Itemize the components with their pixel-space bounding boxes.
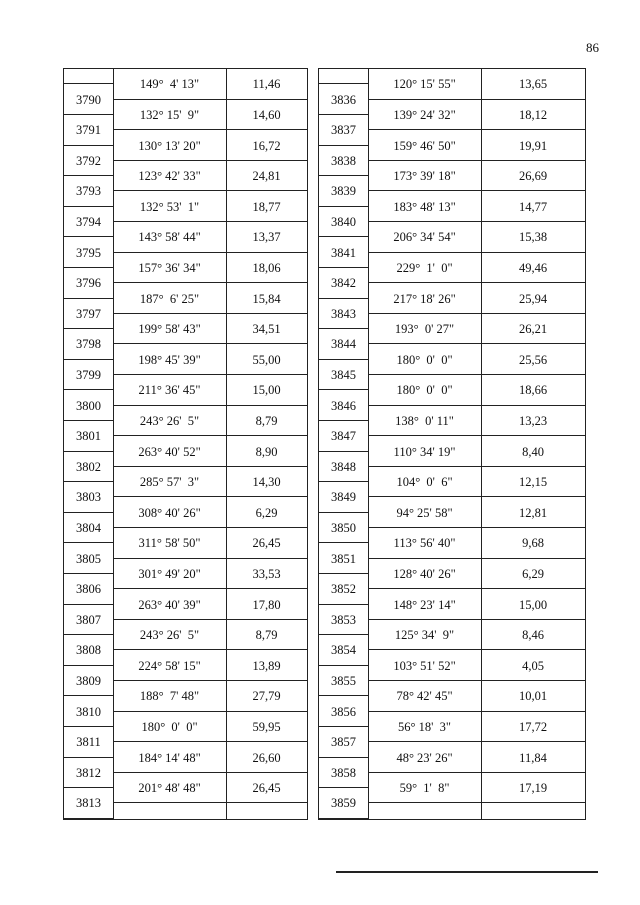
- segment-length: 18,77: [252, 199, 281, 214]
- row-divider: [64, 236, 113, 237]
- direction-angle: 180° 0' 0": [396, 352, 453, 367]
- segment-length: 17,80: [252, 597, 281, 612]
- station-number: 3793: [76, 184, 101, 199]
- direction-angle: 132° 53' 1": [139, 199, 200, 214]
- direction-angle: 120° 15' 55": [393, 77, 456, 92]
- row-divider: [368, 619, 585, 620]
- direction-angle: 128° 40' 26": [393, 566, 456, 581]
- direction-angle: 198° 45' 39": [138, 352, 201, 367]
- row-divider: [64, 298, 113, 299]
- row-divider: [319, 818, 368, 819]
- station-number: 3840: [331, 215, 356, 229]
- direction-angle: 123° 42' 33": [138, 169, 201, 184]
- row-divider: [113, 343, 307, 344]
- row-divider: [368, 435, 585, 436]
- segment-length: 15,00: [518, 597, 548, 612]
- segment-length: 19,91: [518, 138, 548, 153]
- station-number: 3795: [76, 245, 101, 260]
- row-divider: [319, 481, 368, 482]
- station-number: 3853: [331, 612, 356, 627]
- row-divider: [113, 374, 307, 375]
- segment-length: 18,06: [252, 260, 281, 275]
- row-divider: [368, 190, 585, 191]
- row-divider: [368, 313, 585, 314]
- segment-length: 8,79: [255, 628, 278, 643]
- row-divider: [368, 588, 585, 589]
- row-divider: [113, 680, 307, 681]
- row-divider: [64, 328, 113, 329]
- row-divider: [113, 466, 307, 467]
- row-divider: [319, 573, 368, 574]
- row-divider: [368, 282, 585, 283]
- station-number: 3842: [331, 276, 356, 291]
- station-number: 3858: [331, 765, 356, 780]
- coordinates-table-left: [63, 68, 308, 820]
- station-number: 3802: [76, 459, 101, 474]
- direction-angle: 139° 24' 32": [393, 107, 456, 122]
- row-divider: [319, 389, 368, 390]
- row-divider: [113, 252, 307, 253]
- row-divider: [368, 711, 585, 712]
- direction-angle: 308° 40' 26": [138, 505, 201, 520]
- direction-angle: 125° 34' 9": [394, 628, 455, 643]
- station-number: 3808: [76, 643, 101, 658]
- station-number: 3810: [76, 704, 101, 719]
- station-number: 3846: [331, 398, 356, 413]
- direction-angle: 143° 58' 44": [138, 230, 201, 245]
- station-number: 3855: [331, 674, 356, 688]
- row-divider: [319, 634, 368, 635]
- row-divider: [368, 558, 585, 559]
- row-divider: [319, 206, 368, 207]
- segment-length: 26,45: [252, 781, 281, 796]
- direction-angle: 188° 7' 48": [139, 689, 200, 704]
- footer-rule: [336, 871, 598, 873]
- row-divider: [319, 236, 368, 237]
- row-divider: [64, 757, 113, 758]
- segment-length: 13,65: [518, 77, 548, 92]
- row-divider: [113, 588, 307, 589]
- row-divider: [319, 267, 368, 268]
- station-number: 3791: [76, 123, 101, 138]
- station-number: 3812: [76, 765, 101, 780]
- direction-angle: 56° 18' 3": [398, 719, 451, 734]
- station-number: 3850: [331, 521, 356, 535]
- segment-length: 13,23: [518, 413, 548, 428]
- row-divider: [368, 160, 585, 161]
- station-number: 3852: [331, 582, 356, 597]
- row-divider: [319, 328, 368, 329]
- direction-angle: 199° 58' 43": [138, 322, 201, 337]
- segment-length: 18,12: [518, 107, 548, 122]
- row-divider: [368, 772, 585, 773]
- segment-length: 13,37: [252, 230, 281, 245]
- direction-angle: 243° 26' 5": [139, 628, 200, 643]
- segment-length: 6,29: [522, 566, 544, 581]
- station-number: 3848: [331, 459, 356, 474]
- row-divider: [64, 420, 113, 421]
- row-divider: [319, 512, 368, 513]
- segment-length: 33,53: [252, 566, 281, 581]
- segment-length: 13,89: [252, 658, 281, 673]
- segment-length: 9,68: [522, 536, 544, 551]
- station-number: 3800: [76, 398, 101, 413]
- direction-angle: 94° 25' 58": [396, 505, 453, 520]
- direction-angle: 159° 46' 50": [393, 138, 456, 153]
- segment-length: 24,81: [252, 169, 281, 184]
- row-divider: [113, 741, 307, 742]
- segment-length: 17,72: [518, 719, 548, 734]
- row-divider: [319, 542, 368, 543]
- direction-angle: 157° 36' 34": [138, 260, 201, 275]
- row-divider: [319, 83, 368, 84]
- direction-angle: 48° 23' 26": [396, 750, 453, 765]
- row-divider: [113, 802, 307, 803]
- station-number: 3792: [76, 153, 101, 168]
- direction-angle: 148° 23' 14": [393, 597, 456, 612]
- row-divider: [113, 313, 307, 314]
- row-divider: [64, 145, 113, 146]
- direction-angle: 285° 57' 3": [139, 475, 200, 490]
- station-number: 3841: [331, 245, 356, 260]
- row-divider: [319, 787, 368, 788]
- row-divider: [319, 695, 368, 696]
- direction-angle: 110° 34' 19": [393, 444, 456, 459]
- segment-length: 26,69: [518, 169, 548, 184]
- row-divider: [368, 802, 585, 803]
- station-number: 3856: [331, 704, 356, 719]
- segment-length: 16,72: [252, 138, 281, 153]
- segment-length: 18,66: [518, 383, 548, 398]
- station-number: 3843: [331, 306, 356, 321]
- row-divider: [113, 405, 307, 406]
- row-divider: [319, 726, 368, 727]
- direction-angle: 183° 48' 13": [393, 199, 456, 214]
- station-number: 3837: [331, 123, 356, 138]
- row-divider: [368, 129, 585, 130]
- station-number: 3798: [76, 337, 101, 352]
- station-number: 3801: [76, 429, 101, 444]
- row-divider: [113, 99, 307, 100]
- direction-angle: 59° 1' 8": [399, 781, 450, 796]
- row-divider: [368, 252, 585, 253]
- segment-length: 26,60: [252, 750, 281, 765]
- station-number: 3804: [76, 521, 101, 535]
- direction-angle: 217° 18' 26": [393, 291, 456, 306]
- direction-angle: 180° 0' 0": [141, 719, 198, 734]
- direction-angle: 301° 49' 20": [138, 566, 201, 581]
- row-divider: [113, 190, 307, 191]
- segment-length: 26,21: [518, 322, 548, 337]
- row-divider: [319, 757, 368, 758]
- row-divider: [113, 435, 307, 436]
- segment-length: 6,29: [255, 505, 278, 520]
- coordinates-table-right: [318, 68, 586, 820]
- segment-length: 4,05: [522, 658, 544, 673]
- station-number: 3797: [76, 306, 101, 321]
- segment-length: 14,77: [518, 199, 548, 214]
- direction-angle: 138° 0' 11": [395, 413, 454, 428]
- row-divider: [113, 711, 307, 712]
- row-divider: [64, 665, 113, 666]
- row-divider: [368, 343, 585, 344]
- row-divider: [368, 221, 585, 222]
- station-number: 3796: [76, 276, 101, 291]
- direction-angle: 184° 14' 48": [138, 750, 201, 765]
- row-divider: [368, 649, 585, 650]
- station-number: 3809: [76, 674, 101, 688]
- station-number: 3794: [76, 215, 101, 229]
- row-divider: [113, 160, 307, 161]
- row-divider: [319, 145, 368, 146]
- row-divider: [64, 389, 113, 390]
- station-number: 3790: [76, 92, 101, 107]
- row-divider: [368, 405, 585, 406]
- direction-angle: 311° 58' 50": [138, 536, 201, 551]
- segment-length: 11,84: [519, 750, 547, 765]
- segment-length: 8,40: [522, 444, 544, 459]
- row-divider: [64, 481, 113, 482]
- segment-length: 27,79: [252, 689, 281, 704]
- row-divider: [64, 787, 113, 788]
- station-number: 3849: [331, 490, 356, 505]
- station-number: 3859: [331, 796, 356, 811]
- row-divider: [113, 496, 307, 497]
- row-divider: [64, 634, 113, 635]
- segment-length: 55,00: [252, 352, 281, 367]
- segment-length: 25,94: [518, 291, 548, 306]
- direction-angle: 193° 0' 27": [394, 322, 455, 337]
- station-number: 3803: [76, 490, 101, 505]
- segment-length: 49,46: [518, 260, 548, 275]
- segment-length: 15,38: [518, 230, 548, 245]
- row-divider: [113, 282, 307, 283]
- station-number: 3854: [331, 643, 356, 658]
- row-divider: [64, 83, 113, 84]
- direction-angle: 187° 6' 25": [139, 291, 200, 306]
- row-divider: [64, 175, 113, 176]
- row-divider: [368, 741, 585, 742]
- station-number: 3857: [331, 735, 356, 750]
- station-number: 3811: [76, 735, 101, 750]
- segment-length: 12,81: [518, 505, 548, 520]
- station-number: 3851: [331, 551, 356, 566]
- row-divider: [113, 129, 307, 130]
- row-divider: [64, 267, 113, 268]
- station-number: 3813: [76, 796, 101, 811]
- direction-angle: 78° 42' 45": [396, 689, 453, 704]
- segment-length: 10,01: [518, 689, 548, 704]
- segment-length: 25,56: [518, 352, 548, 367]
- row-divider: [113, 558, 307, 559]
- row-divider: [319, 451, 368, 452]
- row-divider: [64, 451, 113, 452]
- station-number: 3847: [331, 429, 356, 444]
- row-divider: [64, 604, 113, 605]
- station-number: 3836: [331, 92, 356, 107]
- row-divider: [113, 619, 307, 620]
- direction-angle: 224° 58' 15": [138, 658, 201, 673]
- row-divider: [368, 680, 585, 681]
- station-number: 3838: [331, 153, 356, 168]
- segment-length: 17,19: [518, 781, 548, 796]
- row-divider: [64, 512, 113, 513]
- row-divider: [64, 726, 113, 727]
- station-number: 3807: [76, 612, 101, 627]
- direction-angle: 263° 40' 39": [138, 597, 201, 612]
- direction-angle: 104° 0' 6": [396, 475, 453, 490]
- direction-angle: 243° 26' 5": [139, 413, 200, 428]
- row-divider: [64, 818, 113, 819]
- row-divider: [113, 772, 307, 773]
- station-number: 3799: [76, 368, 101, 382]
- segment-length: 34,51: [252, 322, 281, 337]
- row-divider: [64, 695, 113, 696]
- direction-angle: 130° 13' 20": [138, 138, 201, 153]
- direction-angle: 211° 36' 45": [138, 383, 201, 398]
- row-divider: [319, 114, 368, 115]
- direction-angle: 103° 51' 52": [393, 658, 456, 673]
- segment-length: 8,79: [255, 413, 278, 428]
- station-number: 3805: [76, 551, 101, 566]
- row-divider: [64, 114, 113, 115]
- row-divider: [368, 466, 585, 467]
- direction-angle: 263° 40' 52": [138, 444, 201, 459]
- direction-angle: 173° 39' 18": [393, 169, 456, 184]
- direction-angle: 132° 15' 9": [139, 107, 200, 122]
- row-divider: [368, 527, 585, 528]
- direction-angle: 180° 0' 0": [396, 383, 453, 398]
- station-number: 3839: [331, 184, 356, 199]
- row-divider: [368, 374, 585, 375]
- row-divider: [368, 99, 585, 100]
- row-divider: [368, 496, 585, 497]
- row-divider: [113, 649, 307, 650]
- page-number: 86: [586, 40, 599, 55]
- segment-length: 14,60: [252, 107, 281, 122]
- segment-length: 26,45: [252, 536, 281, 551]
- row-divider: [113, 221, 307, 222]
- direction-angle: 113° 56' 40": [393, 536, 456, 551]
- row-divider: [319, 359, 368, 360]
- row-divider: [319, 175, 368, 176]
- segment-length: 14,30: [252, 475, 281, 490]
- station-number: 3806: [76, 582, 101, 597]
- row-divider: [319, 665, 368, 666]
- row-divider: [319, 298, 368, 299]
- row-divider: [64, 573, 113, 574]
- row-divider: [113, 527, 307, 528]
- row-divider: [64, 206, 113, 207]
- segment-length: 8,90: [255, 444, 278, 459]
- segment-length: 8,46: [522, 628, 544, 643]
- segment-length: 59,95: [252, 719, 281, 734]
- station-number: 3844: [331, 337, 356, 352]
- row-divider: [64, 359, 113, 360]
- direction-angle: 206° 34' 54": [393, 230, 456, 245]
- direction-angle: 229° 1' 0": [396, 260, 453, 275]
- direction-angle: 201° 48' 48": [138, 781, 201, 796]
- segment-length: 15,00: [252, 383, 281, 398]
- station-number: 3845: [331, 368, 356, 382]
- segment-length: 12,15: [518, 475, 548, 490]
- segment-length: 15,84: [252, 291, 281, 306]
- row-divider: [319, 420, 368, 421]
- row-divider: [64, 542, 113, 543]
- direction-angle: 149° 4' 13": [139, 77, 200, 92]
- row-divider: [319, 604, 368, 605]
- segment-length: 11,46: [252, 77, 281, 92]
